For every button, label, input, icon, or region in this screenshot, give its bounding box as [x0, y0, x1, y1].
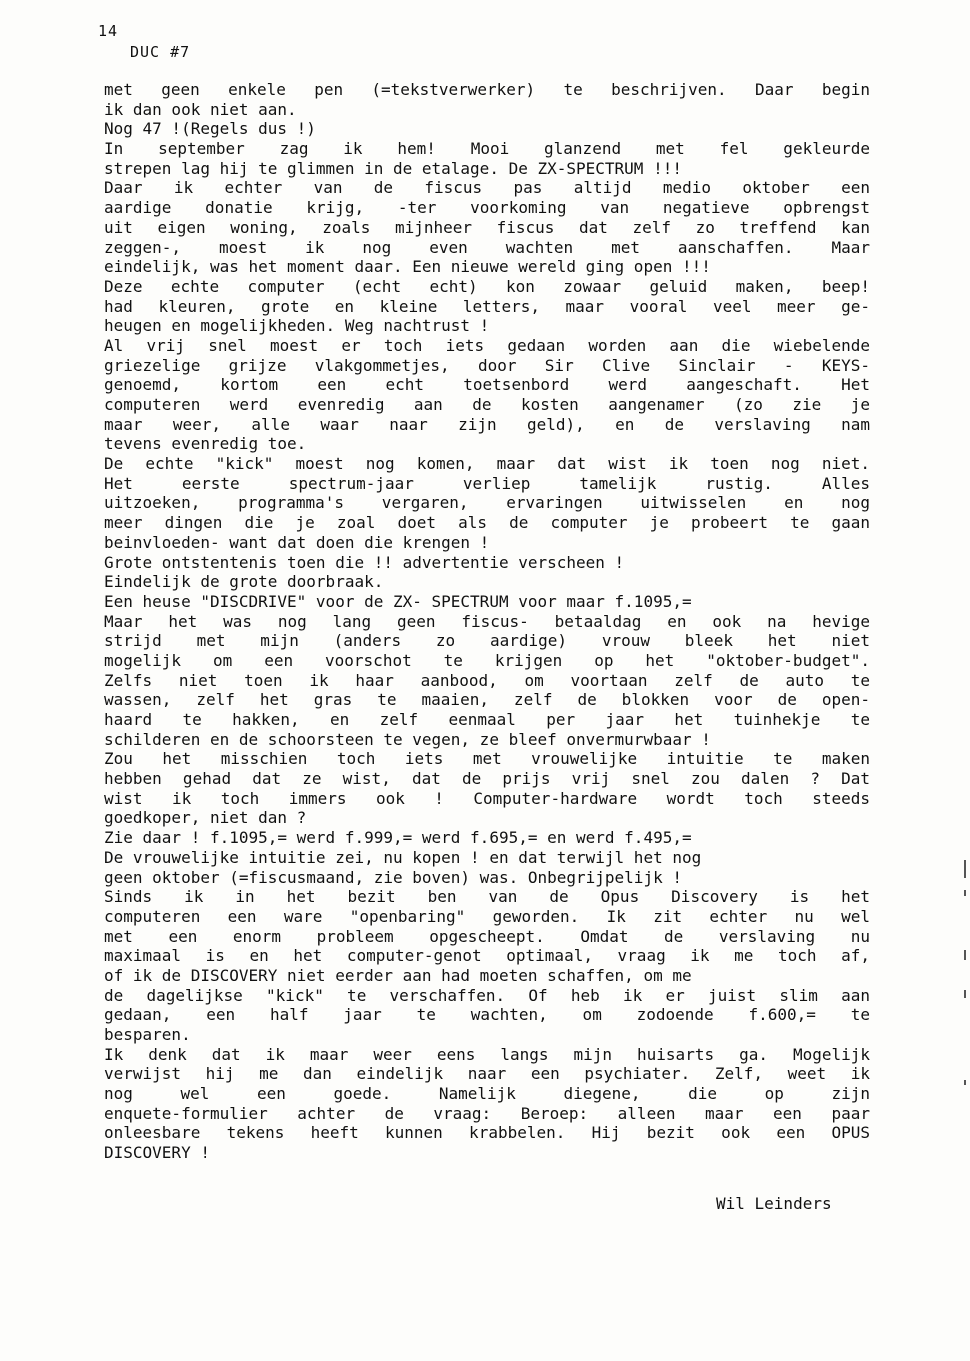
issue-label: DUC #7	[130, 43, 191, 61]
text-line: Nog 47 !(Regels dus !)	[104, 119, 316, 139]
text-line: uitzoeken, programma's vergaren, ervaringen uitwisselen en nog	[104, 493, 870, 513]
text-line: maar weer, alle waar naar zijn geld), en de verslaving nam	[104, 414, 870, 434]
text-line: zeggen-, moest ik nog even wachten met aanschaffen. Maar	[104, 237, 870, 257]
text-line: onleesbare tekens heeft kunnen krabbelen. Hij bezit ook een OPUS	[104, 1123, 870, 1143]
text-line: tevens evenredig toe.	[104, 434, 307, 454]
text-line: de dagelijkse "kick" te verschaffen. Of heb ik er juist slim aan	[104, 985, 870, 1005]
text-line: Zou het misschien toch iets met vrouwelijke intuitie te maken	[104, 749, 870, 769]
text-line: computeren werd evenredig aan de kosten aangenamer (zo zie je	[104, 395, 870, 414]
scan-speck	[964, 890, 966, 896]
text-line: Deze echte computer (echt echt) kon zowaar geluid maken, beep!	[104, 276, 870, 296]
text-line: strijd met mijn (anders zo aardige) vrouw bleek het niet	[104, 631, 870, 651]
text-line: verwijst hij me dan eindelijk naar een psychiater. Zelf, weet ik	[104, 1064, 870, 1084]
text-line: Zelfs niet toen ik haar aanbood, om voortaan zelf de auto te	[104, 670, 870, 690]
text-line: haard te hakken, en zelf eenmaal per jaar het tuinhekje te	[104, 710, 870, 729]
text-line: Daar ik echter van de fiscus pas altijd medio oktober een	[104, 178, 870, 198]
text-line: besparen.	[104, 1025, 191, 1044]
text-line: met geen enkele pen (=tekstverwerker) te beschrijven. Daar begin	[104, 80, 870, 99]
text-line: had kleuren, grote en kleine letters, maar vooral veel meer ge-	[104, 296, 870, 316]
text-line: goedkoper, niet dan ?	[104, 808, 307, 828]
text-line: In september zag ik hem! Mooi glanzend met fel gekleurde	[104, 139, 870, 159]
text-line: Maar het was nog lang geen fiscus- betaaldag en ook na hevige	[104, 611, 870, 631]
text-line: wassen, zelf het gras te maaien, zelf de blokken voor de open-	[104, 690, 870, 710]
text-line: schilderen en de schoorsteen te vegen, ze bleef onvermurwbaar !	[104, 729, 711, 749]
text-line: De echte "kick" moest nog komen, maar dat wist ik toen nog niet.	[104, 454, 870, 474]
scan-speck	[964, 860, 966, 878]
text-line: Eindelijk de grote doorbraak.	[104, 572, 384, 592]
text-line: DISCOVERY !	[104, 1143, 210, 1163]
text-line: mogelijk om een voorschot te krijgen op het "oktober-budget".	[104, 650, 870, 670]
scan-edge-marks	[958, 0, 970, 1361]
text-line: eindelijk, was het moment daar. Een nieuwe wereld ging open !!!	[104, 257, 711, 277]
text-line: heugen en mogelijkheden. Weg nachtrust !	[104, 316, 490, 336]
text-line: nog wel een goede. Namelijk diegene, die op zijn	[104, 1084, 870, 1104]
text-line: aardige donatie krijg, -ter voorkoming van negatieve opbrengst	[104, 198, 870, 218]
text-line: genoemd, kortom een echt toetsenbord werd aangeschaft. Het	[104, 375, 870, 395]
text-line: meer dingen die je zoal doet als de computer je probeert te gaan	[104, 513, 870, 533]
text-line: gedaan, een half jaar te wachten, om zodoende f.600,= te	[104, 1005, 870, 1025]
text-line: Sinds ik in het bezit ben van de Opus Discovery is het	[104, 887, 870, 907]
text-line: Een heuse "DISCDRIVE" voor de ZX- SPECTRUM voor maar f.1095,=	[104, 591, 692, 611]
scan-speck	[964, 990, 966, 998]
text-line: wist ik toch immers ook ! Computer-hardware wordt toch steeds	[104, 788, 870, 808]
text-line: De vrouwelijke intuitie zei, nu kopen ! en dat terwijl het nog	[104, 847, 702, 867]
page-number: 14	[98, 22, 119, 40]
text-line: computeren een ware "openbaring" geworden. Ik zit echter nu wel	[104, 906, 870, 926]
text-line: ik dan ook niet aan.	[104, 99, 297, 119]
author-signature: Wil Leinders	[716, 1194, 832, 1213]
scan-speck	[964, 950, 966, 960]
text-line: Zie daar ! f.1095,= werd f.999,= werd f.695,= en werd f.495,=	[104, 828, 692, 848]
scan-speck	[964, 1080, 966, 1085]
text-line: hebben gehad dat ze wist, dat de prijs vrij snel zou dalen ? Dat	[104, 769, 870, 789]
text-line: met een enorm probleem opgescheept. Omdat de verslaving nu	[104, 926, 870, 946]
text-line: uit eigen woning, zoals mijnheer fiscus dat zelf zo treffend kan	[104, 217, 870, 237]
text-line: Grote ontstentenis toen die !! advertentie verscheen !	[104, 552, 625, 572]
text-line: geen oktober (=fiscusmaand, zie boven) was. Onbegrijpelijk !	[104, 867, 682, 887]
text-line: griezelige grijze vlakgommetjes, door Sir Clive Sinclair - KEYS-	[104, 355, 870, 375]
text-line: of ik de DISCOVERY niet eerder aan had moeten schaffen, om me	[104, 965, 692, 985]
text-line: Al vrij snel moest er toch iets gedaan worden aan die wiebelende	[104, 335, 870, 355]
text-line: Het eerste spectrum-jaar verliep tamelijk rustig. Alles	[104, 473, 870, 493]
text-line: Ik denk dat ik maar weer eens langs mijn huisarts ga. Mogelijk	[104, 1044, 870, 1064]
text-line: strepen lag hij te glimmen in de etalage. De ZX-SPECTRUM !!!	[104, 158, 682, 178]
text-line: maximaal is en het computer-genot optimaal, vraag ik me toch af,	[104, 946, 870, 966]
text-line: beinvloeden- want dat doen die krengen !	[104, 532, 490, 552]
article-body	[104, 80, 870, 1163]
text-line: enquete-formulier achter de vraag: Beroep: alleen maar een paar	[104, 1103, 870, 1123]
